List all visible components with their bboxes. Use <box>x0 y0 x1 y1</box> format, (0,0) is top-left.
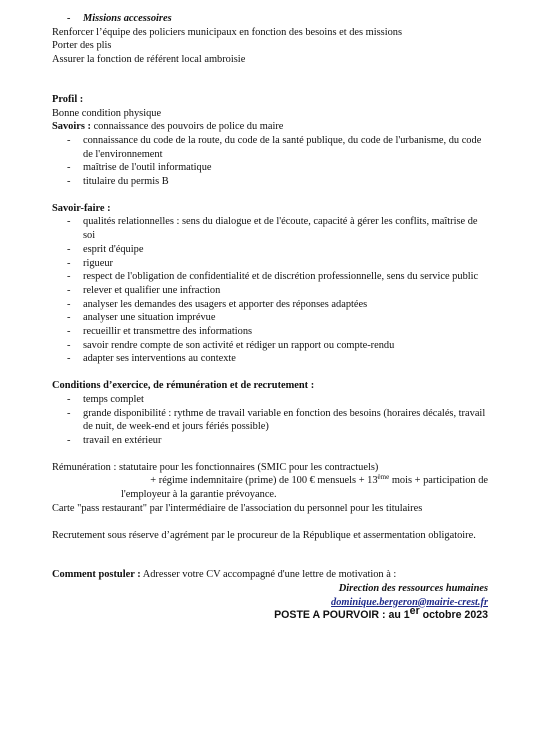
list-item: - adapter ses interventions au contexte <box>52 352 488 366</box>
postuler-line <box>52 568 488 582</box>
postuler-text: Adresser votre CV accompagné d'une lettre de motivation à : <box>140 569 397 581</box>
poste-text-end: octobre 2023 <box>419 609 488 622</box>
savoirs-label: Savoirs : <box>52 121 91 133</box>
list-item: - esprit d'équipe <box>52 243 488 257</box>
list-item: - analyser une situation imprévue <box>52 311 488 325</box>
list-item: - rigueur <box>52 257 488 271</box>
remuneration-regime-text: + régime indemnitaire (prime) de 100 € mensuels + 13 <box>150 475 378 487</box>
postuler-label: Comment postuler : <box>52 569 141 581</box>
recrutement-text: Recrutement sous réserve d’agrément par le procureur de la République et assermentation obligatoire. <box>52 529 476 541</box>
direction-rh: Direction des ressources humaines <box>338 582 488 594</box>
conditions-list <box>52 393 488 448</box>
conditions-heading: Conditions d’exercice, de rémunération et de recrutement : <box>52 380 315 392</box>
remuneration-regime <box>52 474 488 488</box>
missions-line: Porter des plis <box>52 40 112 52</box>
list-item: - connaissance du code de la route, du code de la santé publique, du code de l'urbanisme, du code de l'environnement <box>52 134 488 161</box>
list-item: - maîtrise de l'outil informatique <box>52 161 488 175</box>
savoir-faire-list <box>52 215 488 366</box>
list-item: - travail en extérieur <box>52 434 488 448</box>
remuneration-line: Rémunération : statutaire pour les fonctionnaires (SMIC pour les contractuels) <box>52 461 379 473</box>
savoirs-line <box>52 120 488 134</box>
document-page <box>52 12 488 623</box>
missions-line: Renforcer l’équipe des policiers municipaux en fonction des besoins et des missions <box>52 26 403 38</box>
savoir-faire-heading: Savoir-faire : <box>52 202 111 214</box>
remuneration-regime-text-end: mois + participation de <box>389 475 488 487</box>
carte-restaurant: Carte "pass restaurant" par l'intermédiaire de l'association du personnel pour les titulaires <box>52 502 423 514</box>
remuneration-prevoyance: l'employeur à la garantie prévoyance. <box>121 489 277 501</box>
email-link[interactable]: dominique.bergeron@mairie-crest.fr <box>331 596 488 608</box>
profil-condition: Bonne condition physique <box>52 107 162 119</box>
list-item: - respect de l'obligation de confidentialité et de discrétion professionnelle, sens du service public <box>52 270 488 284</box>
savoirs-list <box>52 134 488 189</box>
list-item: - titulaire du permis B <box>52 175 488 189</box>
poste-text: POSTE A POURVOIR : au 1 <box>274 609 410 622</box>
poste-a-pourvoir <box>52 605 488 623</box>
poste-sup: er <box>409 605 420 618</box>
list-item: - relever et qualifier une infraction <box>52 284 488 298</box>
list-item: - qualités relationnelles : sens du dialogue et de l'écoute, capacité à gérer les conflits, maîtrise de soi <box>52 215 488 242</box>
list-item: - temps complet <box>52 393 488 407</box>
remuneration-regime-sup: ème <box>377 473 390 482</box>
list-item: - recueillir et transmettre des informations <box>52 325 488 339</box>
list-item: - analyser les demandes des usagers et apporter des réponses adaptées <box>52 298 488 312</box>
list-item: - grande disponibilité : rythme de travail variable en fonction des besoins (horaires décalés, travail de nuit, de week-end et jours fériés possible) <box>52 407 488 434</box>
list-item: - savoir rendre compte de son activité et rédiger un rapport ou compte-rendu <box>52 339 488 353</box>
contact-email <box>52 596 488 610</box>
missions-accessoires-heading-list <box>52 12 488 26</box>
missions-accessoires-heading: - Missions accessoires <box>52 12 488 26</box>
savoirs-intro: connaissance des pouvoirs de police du maire <box>90 121 284 133</box>
missions-line: Assurer la fonction de référent local ambroisie <box>52 54 246 66</box>
profil-heading: Profil : <box>52 93 84 105</box>
